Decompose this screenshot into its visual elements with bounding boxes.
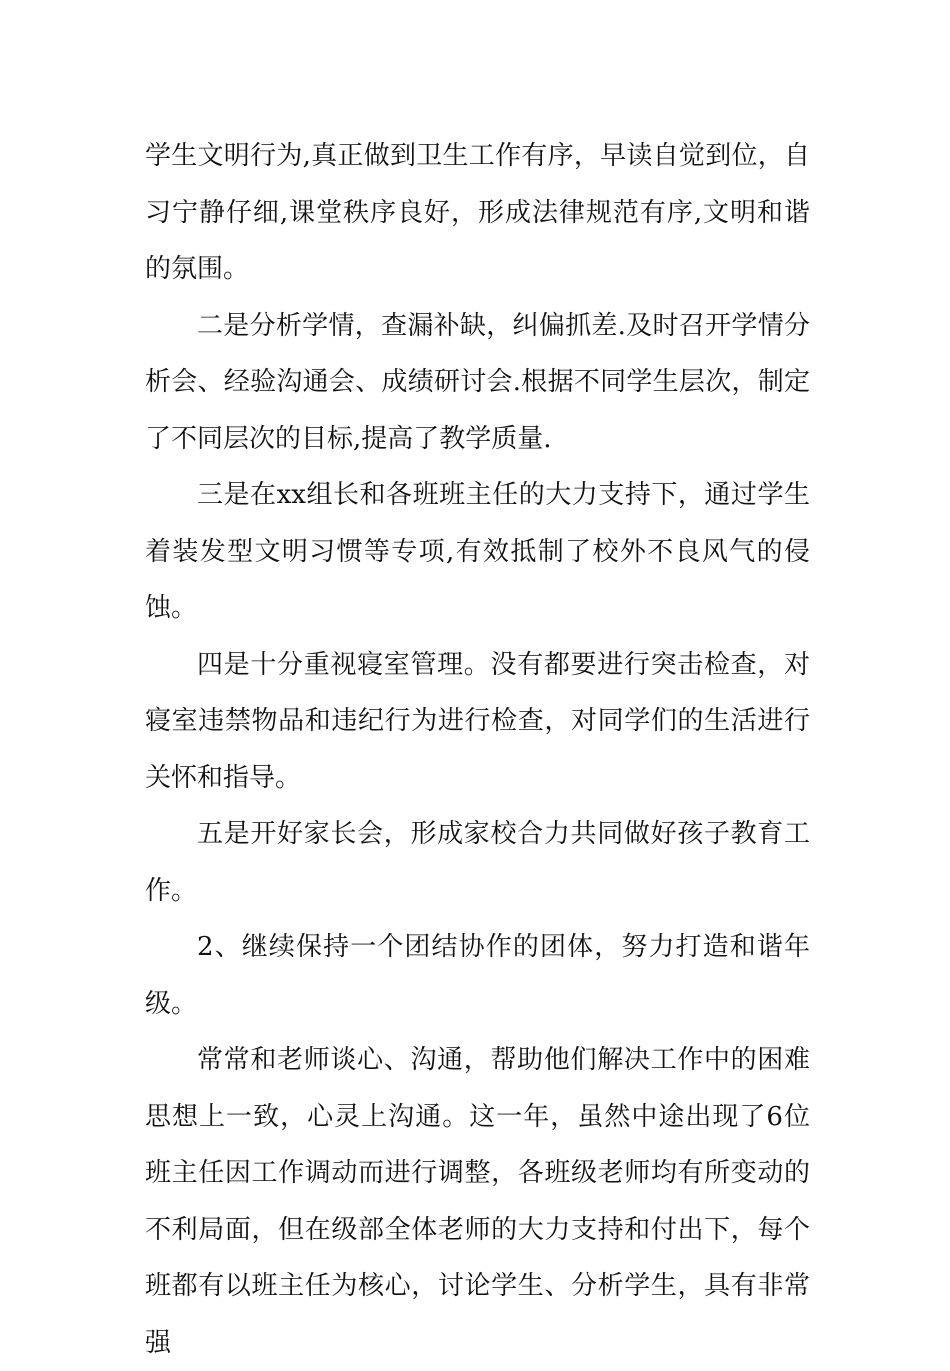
section-heading-2: 2、继续保持一个团结协作的团体，努力打造和谐年级。: [145, 932, 810, 1019]
paragraph-6: 常常和老师谈心、沟通，帮助他们解决工作中的困难思想上一致，心灵上沟通。这一年，虽然中途出现了6位班主任因工作调动而进行调整，各班级老师均有所变动的不利局面，但在级部全体老师的大力支持和付出下，每个班都有以班主任为核心，讨论学生、分析学生，具有非常强: [145, 1045, 810, 1358]
paragraph-5: 五是开好家长会，形成家校合力共同做好孩子教育工作。: [145, 819, 810, 906]
document-body: [145, 128, 810, 1371]
paragraph-2: 二是分析学情，查漏补缺，纠偏抓差.及时召开学情分析会、经验沟通会、成绩研讨会.根据不同学生层次，制定了不同层次的目标,提高了教学质量.: [145, 310, 810, 454]
paragraph-1: 学生文明行为,真正做到卫生工作有序，早读自觉到位，自习宁静仔细,课堂秩序良好，形成法律规范有序,文明和谐的氛围。: [145, 141, 810, 284]
paragraph-3: 三是在xx组长和各班班主任的大力支持下，通过学生着装发型文明习惯等专项,有效抵制了校外不良风气的侵蚀。: [145, 480, 810, 623]
paragraph-4: 四是十分重视寝室管理。没有都要进行突击检查，对寝室违禁物品和违纪行为进行检查，对同学们的生活进行关怀和指导。: [145, 649, 810, 793]
